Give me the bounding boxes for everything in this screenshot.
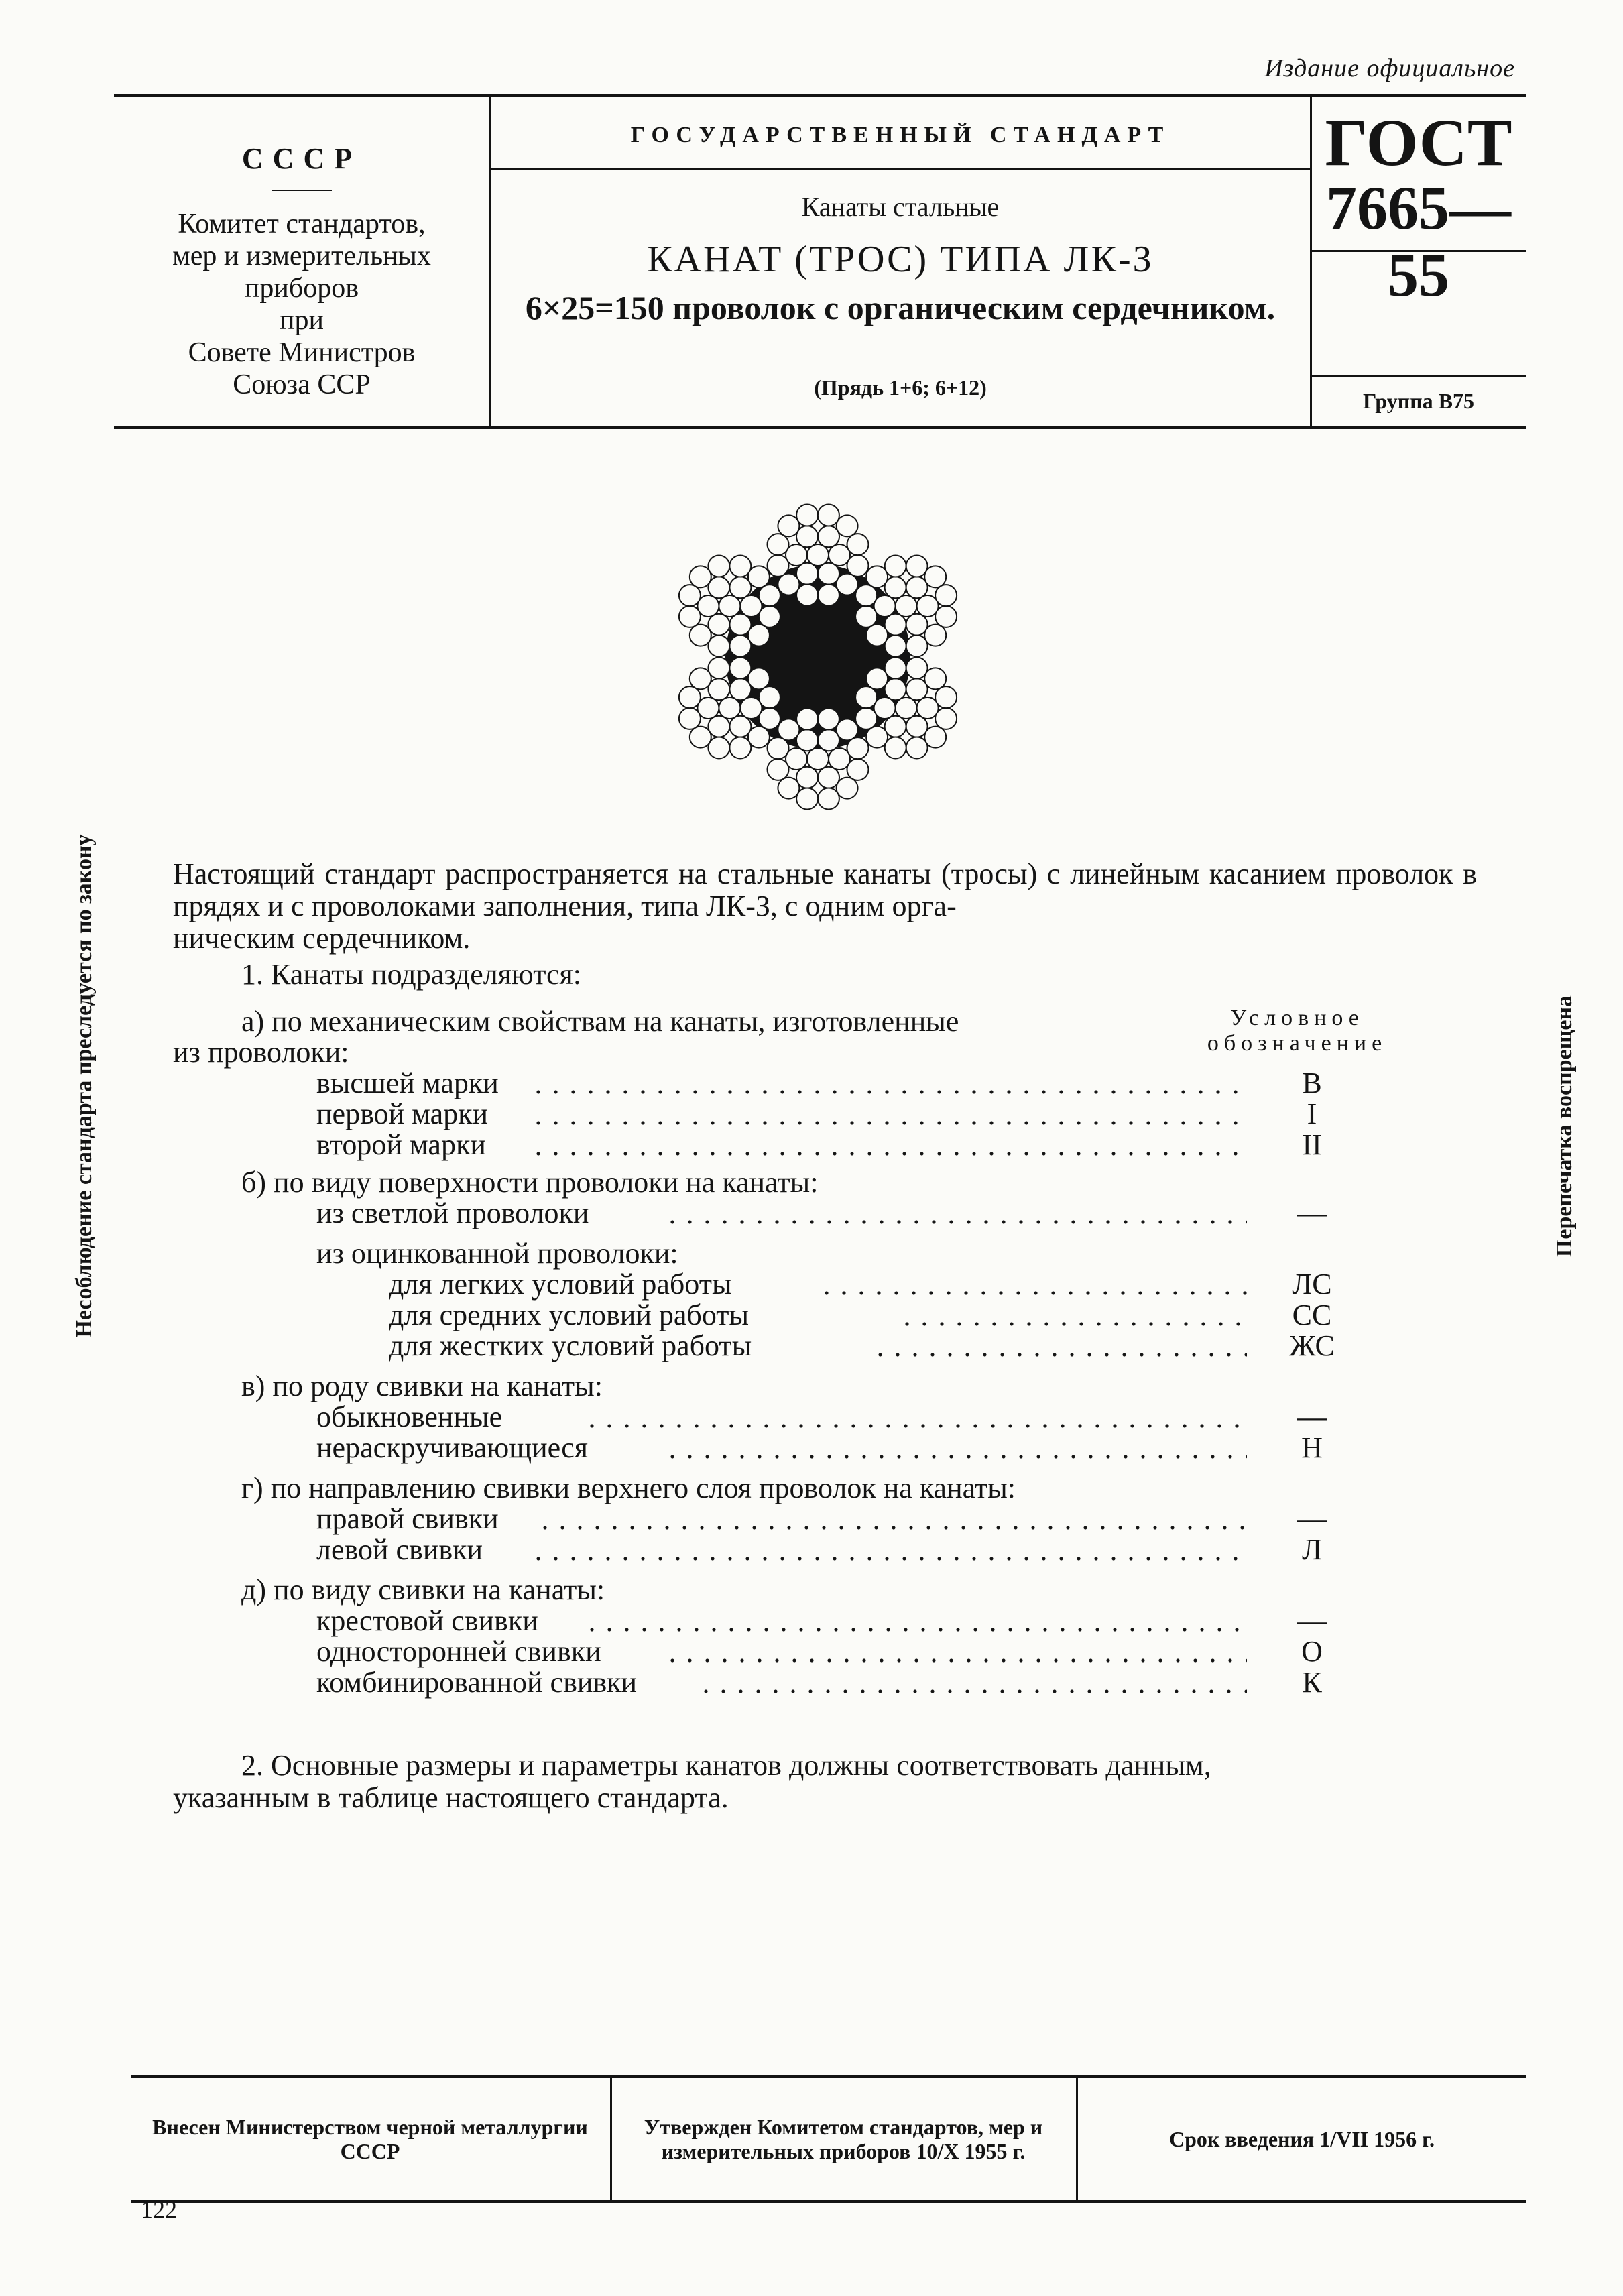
list-item: нераскручивающиеся: [316, 1431, 589, 1464]
dot-leader: [583, 1424, 1247, 1428]
introduced-by: Внесен Министерством черной металлургии СССР: [152, 2115, 588, 2163]
list-item: для средних условий работы: [389, 1298, 749, 1331]
rope-wire: [796, 709, 818, 730]
rope-wire: [847, 534, 869, 555]
rope-wire: [896, 697, 917, 719]
rope-wire: [708, 614, 729, 636]
rope-wire: [796, 526, 818, 547]
rope-wire: [679, 686, 701, 708]
designation-code: —: [1297, 1400, 1327, 1433]
list-item: из оцинкованной проволоки:: [316, 1237, 678, 1270]
gost-number: 7665—55: [1326, 174, 1511, 309]
rope-wire: [679, 585, 701, 606]
dot-leader: [664, 1220, 1247, 1224]
designation-code: II: [1302, 1128, 1322, 1161]
list-item: для жестких условий работы: [389, 1329, 752, 1362]
section-heading: г) по направлению свивки верхнего слоя проволок на канаты:: [241, 1471, 1016, 1504]
edition-note: Издание официальное: [1264, 54, 1515, 82]
rope-wire: [690, 566, 711, 587]
rope-wire: [855, 585, 877, 606]
subtitle: Канаты стальные: [801, 192, 1000, 222]
rope-wire: [708, 577, 729, 598]
rope-wire: [885, 556, 906, 577]
gost-label: ГОСТ: [1325, 105, 1512, 180]
rope-wire: [855, 708, 877, 729]
dot-leader: [664, 1658, 1247, 1663]
effective-date: Срок введения 1/VII 1956 г.: [1168, 2127, 1435, 2151]
rope-wire: [935, 708, 957, 729]
rope-wire: [906, 658, 928, 679]
designation-code: Н: [1301, 1431, 1323, 1464]
rope-wire: [729, 556, 751, 577]
rope-wire: [906, 737, 928, 759]
section-heading: из проволоки:: [173, 1036, 349, 1069]
list-item: первой марки: [316, 1097, 489, 1130]
rope-wire: [690, 727, 711, 748]
rope-wire: [866, 566, 888, 587]
title-specification: 6×25=150 проволок с органическим сердечником.: [525, 289, 1276, 326]
dot-leader: [818, 1291, 1247, 1295]
committee-name: Комитет стандартов, мер и измерительных приборов при Совете Министров Союза ССР: [172, 208, 431, 400]
rope-wire: [768, 759, 789, 780]
divider: [1311, 375, 1526, 377]
rope-wire: [847, 759, 869, 780]
dot-leader: [664, 1455, 1247, 1459]
rope-wire: [679, 606, 701, 627]
clause-2-continuation: указанным в таблице настоящего стандарта.: [173, 1781, 729, 1814]
rope-wire: [866, 668, 888, 689]
standard-type: ГОСУДАРСТВЕННЫЙ СТАНДАРТ: [630, 123, 1170, 147]
rope-wire: [759, 686, 780, 708]
intro-paragraph-end: ническим сердечником.: [173, 922, 471, 955]
designation-code: —: [1297, 1604, 1327, 1637]
rope-wire: [818, 767, 839, 788]
rope-wire: [796, 788, 818, 810]
designation-code: ЛС: [1292, 1268, 1332, 1301]
rope-wire: [924, 625, 946, 646]
intro-paragraph: Настоящий стандарт распространяется на стальные канаты (тросы) с линейным касанием проволок в прядях и с проволоками заполнения, типа ЛК-З, с одним орга-: [173, 857, 1477, 922]
list-item: комбинированной свивки: [316, 1666, 638, 1699]
group-code: Группа В75: [1363, 389, 1474, 413]
rope-wire: [818, 526, 839, 547]
designation-code: —: [1297, 1197, 1327, 1229]
rope-wire: [768, 555, 789, 577]
section-heading: в) по роду свивки на канаты:: [241, 1370, 603, 1402]
rope-wire: [759, 606, 780, 627]
rope-wire: [866, 625, 888, 646]
rope-wire: [778, 778, 799, 799]
rope-wire: [847, 737, 869, 759]
list-item: обыкновенные: [316, 1400, 503, 1433]
rope-wire: [935, 606, 957, 627]
rope-wire: [906, 678, 928, 700]
rope-wire: [708, 737, 729, 759]
dot-leader: [530, 1090, 1247, 1094]
rope-wire: [719, 697, 740, 719]
strand-spec: (Прядь 1+6; 6+12): [814, 375, 987, 400]
rope-wire: [924, 566, 946, 587]
designation-code: ЖС: [1289, 1329, 1335, 1362]
list-item: правой свивки: [316, 1502, 499, 1535]
dot-leader: [697, 1689, 1247, 1693]
rope-wire: [690, 625, 711, 646]
rope-wire: [818, 563, 839, 585]
dot-leader: [898, 1322, 1247, 1326]
document-header: [114, 94, 1526, 429]
document-footer: [131, 2075, 1526, 2203]
rope-wire: [818, 585, 839, 606]
rope-wire: [818, 709, 839, 730]
dot-leader: [530, 1557, 1247, 1561]
designation-code: I: [1307, 1097, 1317, 1130]
list-item: левой свивки: [316, 1533, 483, 1566]
rope-wire: [906, 716, 928, 737]
rope-wire: [748, 566, 770, 587]
list-item: из светлой проволоки: [316, 1197, 589, 1229]
rope-wire: [729, 737, 751, 759]
rope-wire: [708, 636, 729, 657]
rope-wire: [708, 678, 729, 700]
rope-wire: [837, 515, 858, 536]
rope-wire: [729, 658, 751, 679]
rope-wire: [837, 574, 858, 595]
rope-wire: [818, 505, 839, 526]
rope-wire: [796, 505, 818, 526]
divider: [272, 190, 332, 191]
rope-wire: [818, 788, 839, 810]
rope-wire: [885, 737, 906, 759]
designation-code: Л: [1302, 1533, 1322, 1566]
rope-wire: [796, 729, 818, 751]
rope-wire: [729, 636, 751, 657]
rope-wire: [807, 544, 829, 566]
rope-wire: [906, 636, 928, 657]
designation-code: О: [1301, 1635, 1323, 1668]
rope-wire: [885, 636, 906, 657]
rope-wire: [796, 767, 818, 788]
rope-wire: [778, 574, 799, 595]
rope-wire: [778, 719, 799, 740]
rope-wire: [708, 658, 729, 679]
rope-wire: [778, 515, 799, 536]
list-item: для легких условий работы: [389, 1268, 732, 1301]
rope-wire: [748, 727, 770, 748]
list-item: высшей марки: [316, 1067, 499, 1099]
list-item: крестовой свивки: [316, 1604, 538, 1637]
rope-wire: [906, 577, 928, 598]
rope-wire: [837, 719, 858, 740]
designation-code: —: [1297, 1502, 1327, 1535]
rope-wire: [906, 614, 928, 636]
rope-wire: [855, 606, 877, 627]
legend-heading: Условное обозначение: [1207, 1006, 1388, 1056]
rope-cross-section-icon: [640, 479, 996, 835]
rope-wire: [935, 585, 957, 606]
dot-leader: [583, 1628, 1247, 1632]
rope-wire: [759, 708, 780, 729]
designation-code: К: [1302, 1666, 1322, 1699]
dot-leader: [871, 1353, 1247, 1357]
rope-wire: [796, 563, 818, 585]
rope-wire: [847, 555, 869, 577]
rope-wire: [837, 778, 858, 799]
list-item: второй марки: [316, 1128, 486, 1161]
rope-wire: [935, 686, 957, 708]
approved-by: Утвержден Комитетом стандартов, мер и измерительных приборов 10/X 1955 г.: [644, 2115, 1043, 2163]
designation-code: СС: [1292, 1298, 1332, 1331]
rope-wire: [768, 737, 789, 759]
rope-wire: [768, 534, 789, 555]
rope-wire: [796, 585, 818, 606]
rope-wire: [885, 658, 906, 679]
list-item: односторонней свивки: [316, 1635, 601, 1668]
rope-wire: [748, 625, 770, 646]
rope-wire: [866, 727, 888, 748]
rope-wire: [679, 708, 701, 729]
country-label: СССР: [241, 142, 362, 175]
rope-wire: [906, 556, 928, 577]
rope-wire: [708, 556, 729, 577]
section-heading: а) по механическим свойствам на канаты, изготовленные: [241, 1005, 959, 1038]
rope-wire: [748, 668, 770, 689]
dot-leader: [536, 1526, 1247, 1530]
rope-wire: [896, 595, 917, 617]
section-heading: д) по виду свивки на канаты:: [241, 1573, 605, 1606]
side-note-left: Несоблюдение стандарта преследуется по закону: [72, 834, 97, 1338]
rope-wire: [719, 595, 740, 617]
divider: [491, 168, 1310, 170]
clause-2: 2. Основные размеры и параметры канатов должны соответствовать данным,: [241, 1749, 1211, 1782]
issuing-authority: [114, 97, 489, 426]
divider: [1311, 250, 1526, 252]
page-number: 122: [141, 2196, 177, 2223]
dot-leader: [530, 1121, 1247, 1125]
dot-leader: [530, 1152, 1247, 1156]
rope-wire: [807, 748, 829, 770]
rope-wire: [759, 585, 780, 606]
rope-wire: [690, 668, 711, 689]
rope-wire: [855, 686, 877, 708]
rope-wire: [708, 716, 729, 737]
designation-code: В: [1302, 1067, 1322, 1099]
rope-wire: [924, 668, 946, 689]
rope-wire: [924, 727, 946, 748]
gost-block: [1311, 97, 1526, 426]
page-title: КАНАТ (ТРОС) ТИПА ЛК-З: [647, 239, 1154, 280]
rope-wire: [818, 729, 839, 751]
side-note-right: Перепечатка воспрещена: [1552, 995, 1577, 1258]
clause-1: 1. Канаты подразделяются:: [241, 958, 581, 991]
section-heading: б) по виду поверхности проволоки на канаты:: [241, 1166, 819, 1199]
standard-title-block: [491, 97, 1310, 426]
